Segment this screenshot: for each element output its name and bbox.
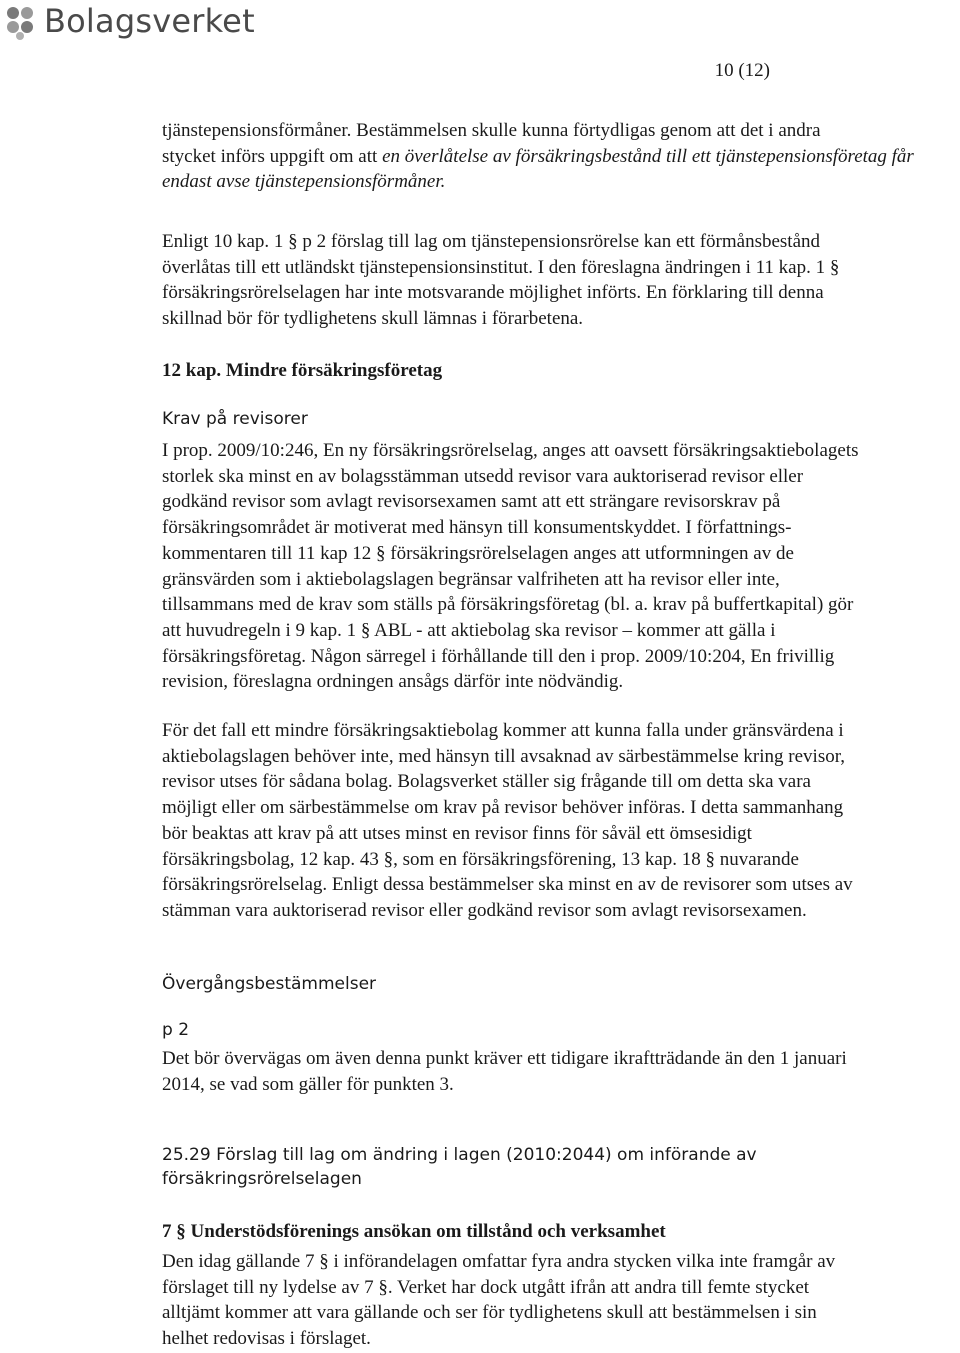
text-line: förslaget till ny lydelse av 7 §. Verket har dock utgått ifrån att andra till femte stycket xyxy=(162,1276,810,1298)
subheading-krav-pa-revisorer: Krav på revisorer xyxy=(162,409,308,429)
text-span: stycket införs uppgift om att xyxy=(162,145,383,167)
page-number: 10 (12) xyxy=(714,60,770,81)
paragraph-4 xyxy=(162,718,853,924)
text-line: revision, föreslagna ordningen ansågs därför inte nödvändig. xyxy=(162,671,624,693)
paragraph-3 xyxy=(162,438,859,695)
paragraph-2 xyxy=(162,229,839,331)
paragraph-1 xyxy=(162,118,914,195)
heading-line: 25.29 Förslag till lag om ändring i lagen (2010:2044) om införande av xyxy=(162,1145,757,1165)
text-line: storlek ska minst en av bolagsstämman utsedd revisor vara auktoriserad revisor eller xyxy=(162,465,804,487)
subheading-p2: p 2 xyxy=(162,1020,190,1040)
text-line: försäkringsrörelselag. Enligt dessa bestämmelser ska minst en av de revisorer som utses av xyxy=(162,874,853,896)
text-line: möjligt eller om särbestämmelse om krav på revisor behöver införas. I detta sammanhang xyxy=(162,797,844,819)
heading-line: försäkringsrörelselagen xyxy=(162,1169,362,1189)
text-line xyxy=(162,144,914,170)
text-line: revisor utses för sådana bolag. Bolagsverket ställer sig frågande till om detta ska vara xyxy=(162,771,811,793)
bolagsverket-logo-icon xyxy=(4,5,36,41)
text-line: För det fall ett mindre försäkringsaktiebolag kommer att kunna falla under gränsvärdena i xyxy=(162,720,844,741)
text-line: Enligt 10 kap. 1 § p 2 förslag till lag om tjänstepensionsrörelse kan ett förmånsbestånd xyxy=(162,231,821,252)
text-line: alltjämt kommer att vara gällande och ser för tydlighetens skull att bestämmelsen i sin xyxy=(162,1302,817,1323)
subheading-overgangsbestammelser: Övergångsbestämmelser xyxy=(162,974,377,994)
text-line: I prop. 2009/10:246, En ny försäkringsrörelselag, anges att oavsett försäkringsaktiebolagets xyxy=(162,440,859,461)
text-line: stämman vara auktoriserad revisor eller godkänd revisor som avlagt revisorsexamen. xyxy=(162,899,807,921)
logo-text: Bolagsverket xyxy=(44,2,255,40)
text-line: tillsammans med de krav som ställs på försäkringsföretag (bl. a. krav på buffertkapital) gör xyxy=(162,594,854,616)
section-heading-25-29 xyxy=(162,1143,757,1191)
text-line: försäkringsområdet är motiverat med hänsyn till konsumentskyddet. I författnings- xyxy=(162,517,792,539)
text-line: helhet redovisas i förslaget. xyxy=(162,1327,371,1349)
paragraph-6 xyxy=(162,1249,835,1351)
italic-text: endast avse tjänstepensionsförmåner. xyxy=(162,171,446,192)
text-line: Det bör övervägas om även denna punkt kräver ett tidigare ikraftträdande än den 1 januari xyxy=(162,1048,847,1069)
section-heading-7: 7 § Understödsförenings ansökan om tillstånd och verksamhet xyxy=(162,1221,666,1242)
text-line: försäkringsrörelselagen har inte motsvarande möjlighet införts. En förklaring till denna xyxy=(162,282,824,303)
paragraph-5 xyxy=(162,1046,847,1097)
text-line: skillnad bör för tydlighetens skull lämnas i förarbetena. xyxy=(162,307,584,329)
text-line: 2014, se vad som gäller för punkten 3. xyxy=(162,1073,454,1095)
text-line: kommentaren till 11 kap 12 § försäkringsrörelselagen anges att utformningen av de xyxy=(162,542,794,564)
text-line: bör beaktas att krav på att utses minst en revisor finns för såväl ett ömsesidigt xyxy=(162,822,752,844)
text-line: försäkringsföretag. Någon särregel i förhållande till den i prop. 2009/10:204, En frivillig xyxy=(162,645,835,667)
text-line: försäkringsbolag, 12 kap. 43 §, som en försäkringsförening, 13 kap. 18 § nuvarande xyxy=(162,848,799,870)
text-line: överlåtas till ett utländskt tjänstepensionsinstitut. I den föreslagna ändringen i 11 kap. 1 § xyxy=(162,256,840,278)
section-heading-12-kap: 12 kap. Mindre försäkringsföretag xyxy=(162,360,443,381)
italic-text: en överlåtelse av försäkringsbestånd till ett tjänstepensionsföretag får xyxy=(382,145,914,167)
text-line: godkänd revisor som avlagt revisorsexamen samt att ett strängare revisorskrav på xyxy=(162,491,781,513)
text-line: att huvudregeln i 9 kap. 1 § ABL - att aktiebolag ska revisor – kommer att gälla i xyxy=(162,619,776,641)
text-line: aktiebolagslagen behöver inte, med hänsyn till avsaknad av särbestämmelse kring revisor, xyxy=(162,745,846,767)
page-header xyxy=(0,0,960,48)
text-line: gränsvärden som i aktiebolagslagen begränsar valfriheten att ha revisor eller inte, xyxy=(162,568,780,590)
text-line: tjänstepensionsförmåner. Bestämmelsen skulle kunna förtydligas genom att det i andra xyxy=(162,120,821,141)
text-line: Den idag gällande 7 § i införandelagen omfattar fyra andra stycken vilka inte framgår av xyxy=(162,1251,836,1272)
